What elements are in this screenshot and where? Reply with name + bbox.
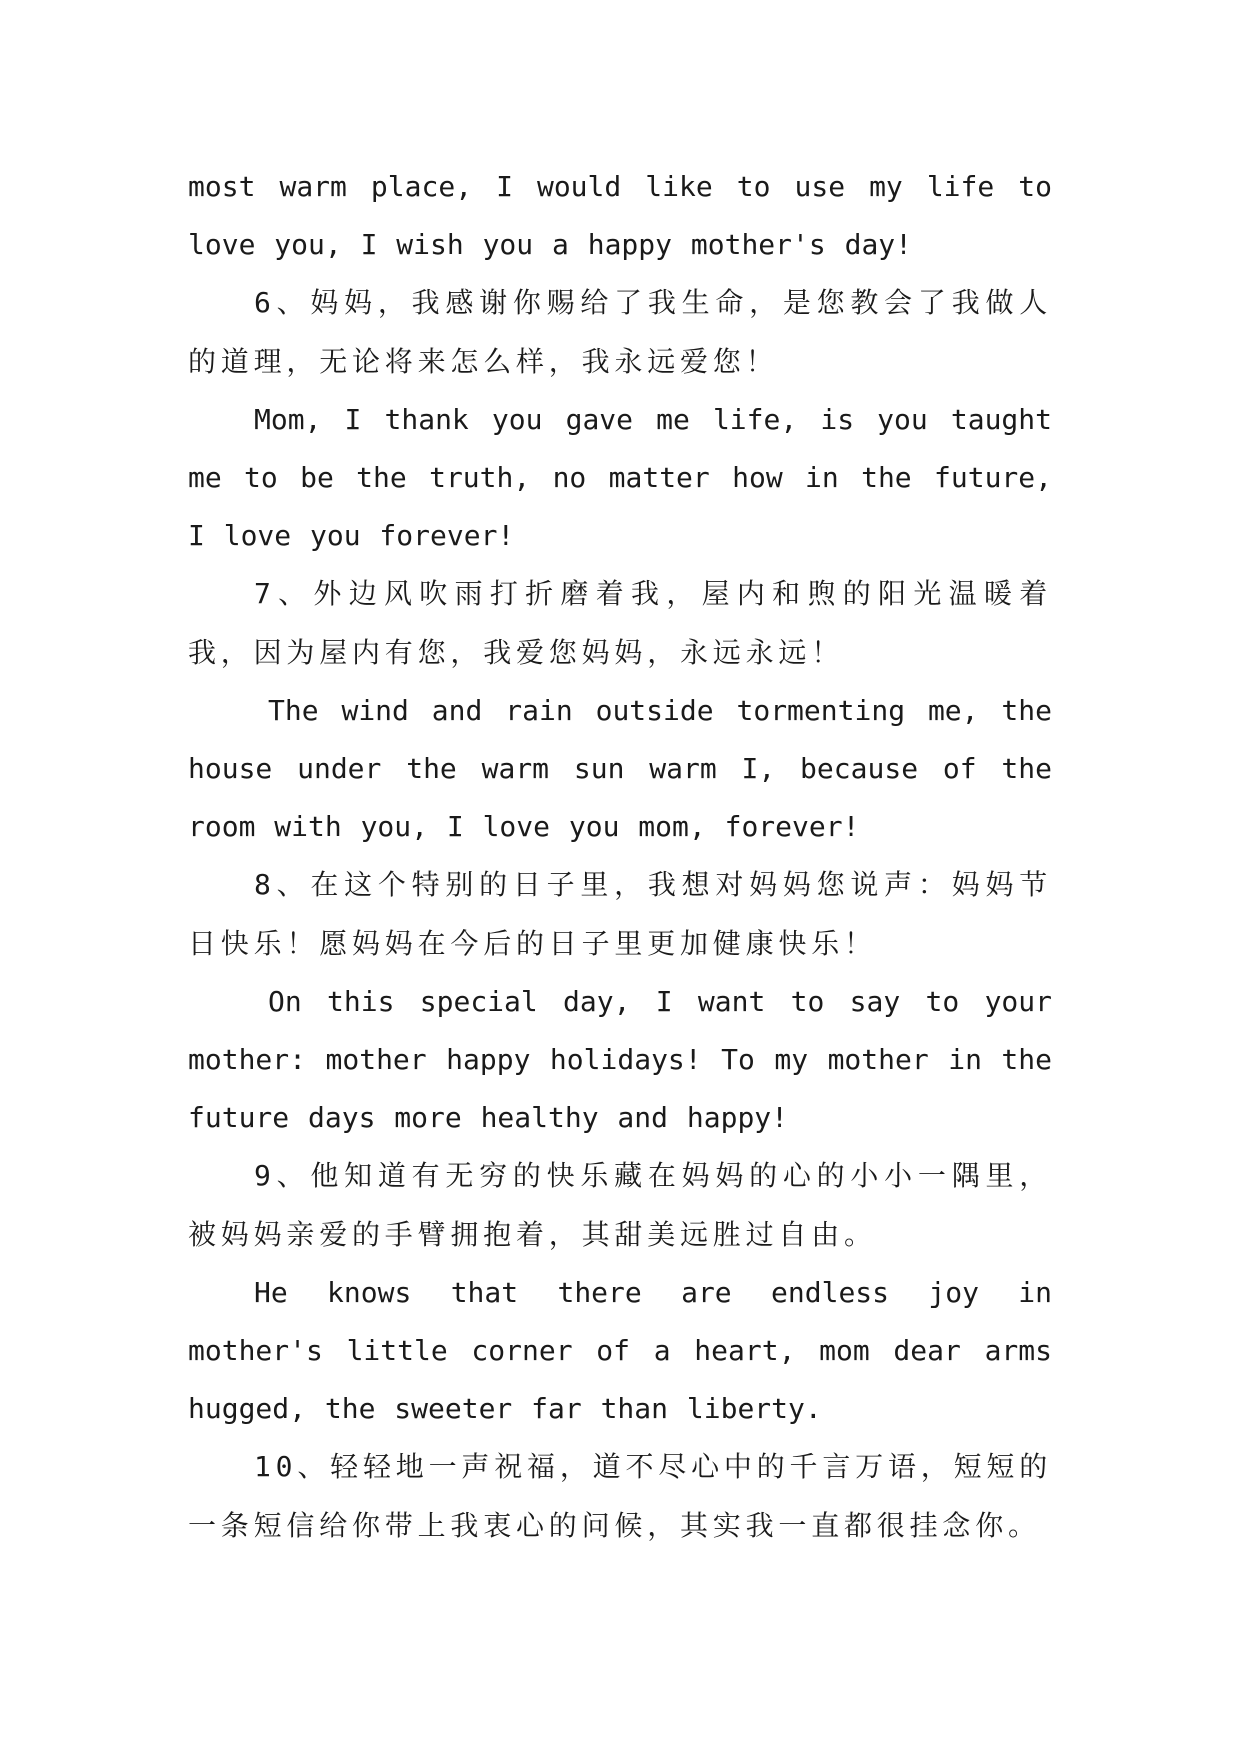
document-body: [188, 158, 1052, 1555]
paragraph-chinese: 6、妈妈，我感谢你赐给了我生命，是您教会了我做人的道理，无论将来怎么样，我永远爱您！: [188, 286, 1052, 378]
paragraph-english: He knows that there are endless joy in mother's little corner of a heart, mom dear arms hugged, the sweeter far than liberty.: [188, 1275, 1052, 1426]
paragraph-chinese: 9、他知道有无穷的快乐藏在妈妈的心的小小一隅里，被妈妈亲爱的手臂拥抱着，其甜美远胜过自由。: [188, 1159, 1052, 1251]
paragraph-chinese: 8、在这个特别的日子里，我想对妈妈您说声：妈妈节日快乐！愿妈妈在今后的日子里更加健康快乐！: [188, 868, 1052, 960]
paragraph-english: The wind and rain outside tormenting me, the house under the warm sun warm I, because of the room with you, I love you mom, forever!: [188, 693, 1052, 844]
paragraph-english: Mom, I thank you gave me life, is you taught me to be the truth, no matter how in the future, I love you forever!: [188, 402, 1052, 553]
paragraph-english: most warm place, I would like to use my life to love you, I wish you a happy mother's day!: [188, 170, 1052, 262]
paragraph-chinese: 10、轻轻地一声祝福，道不尽心中的千言万语，短短的一条短信给你带上我衷心的问候，其实我一直都很挂念你。: [188, 1450, 1052, 1542]
paragraph-chinese: 7、外边风吹雨打折磨着我，屋内和煦的阳光温暖着我，因为屋内有您，我爱您妈妈，永远永远！: [188, 577, 1052, 669]
paragraph-english: On this special day, I want to say to your mother: mother happy holidays! To my mother in the future days more healthy and happy!: [188, 984, 1052, 1135]
